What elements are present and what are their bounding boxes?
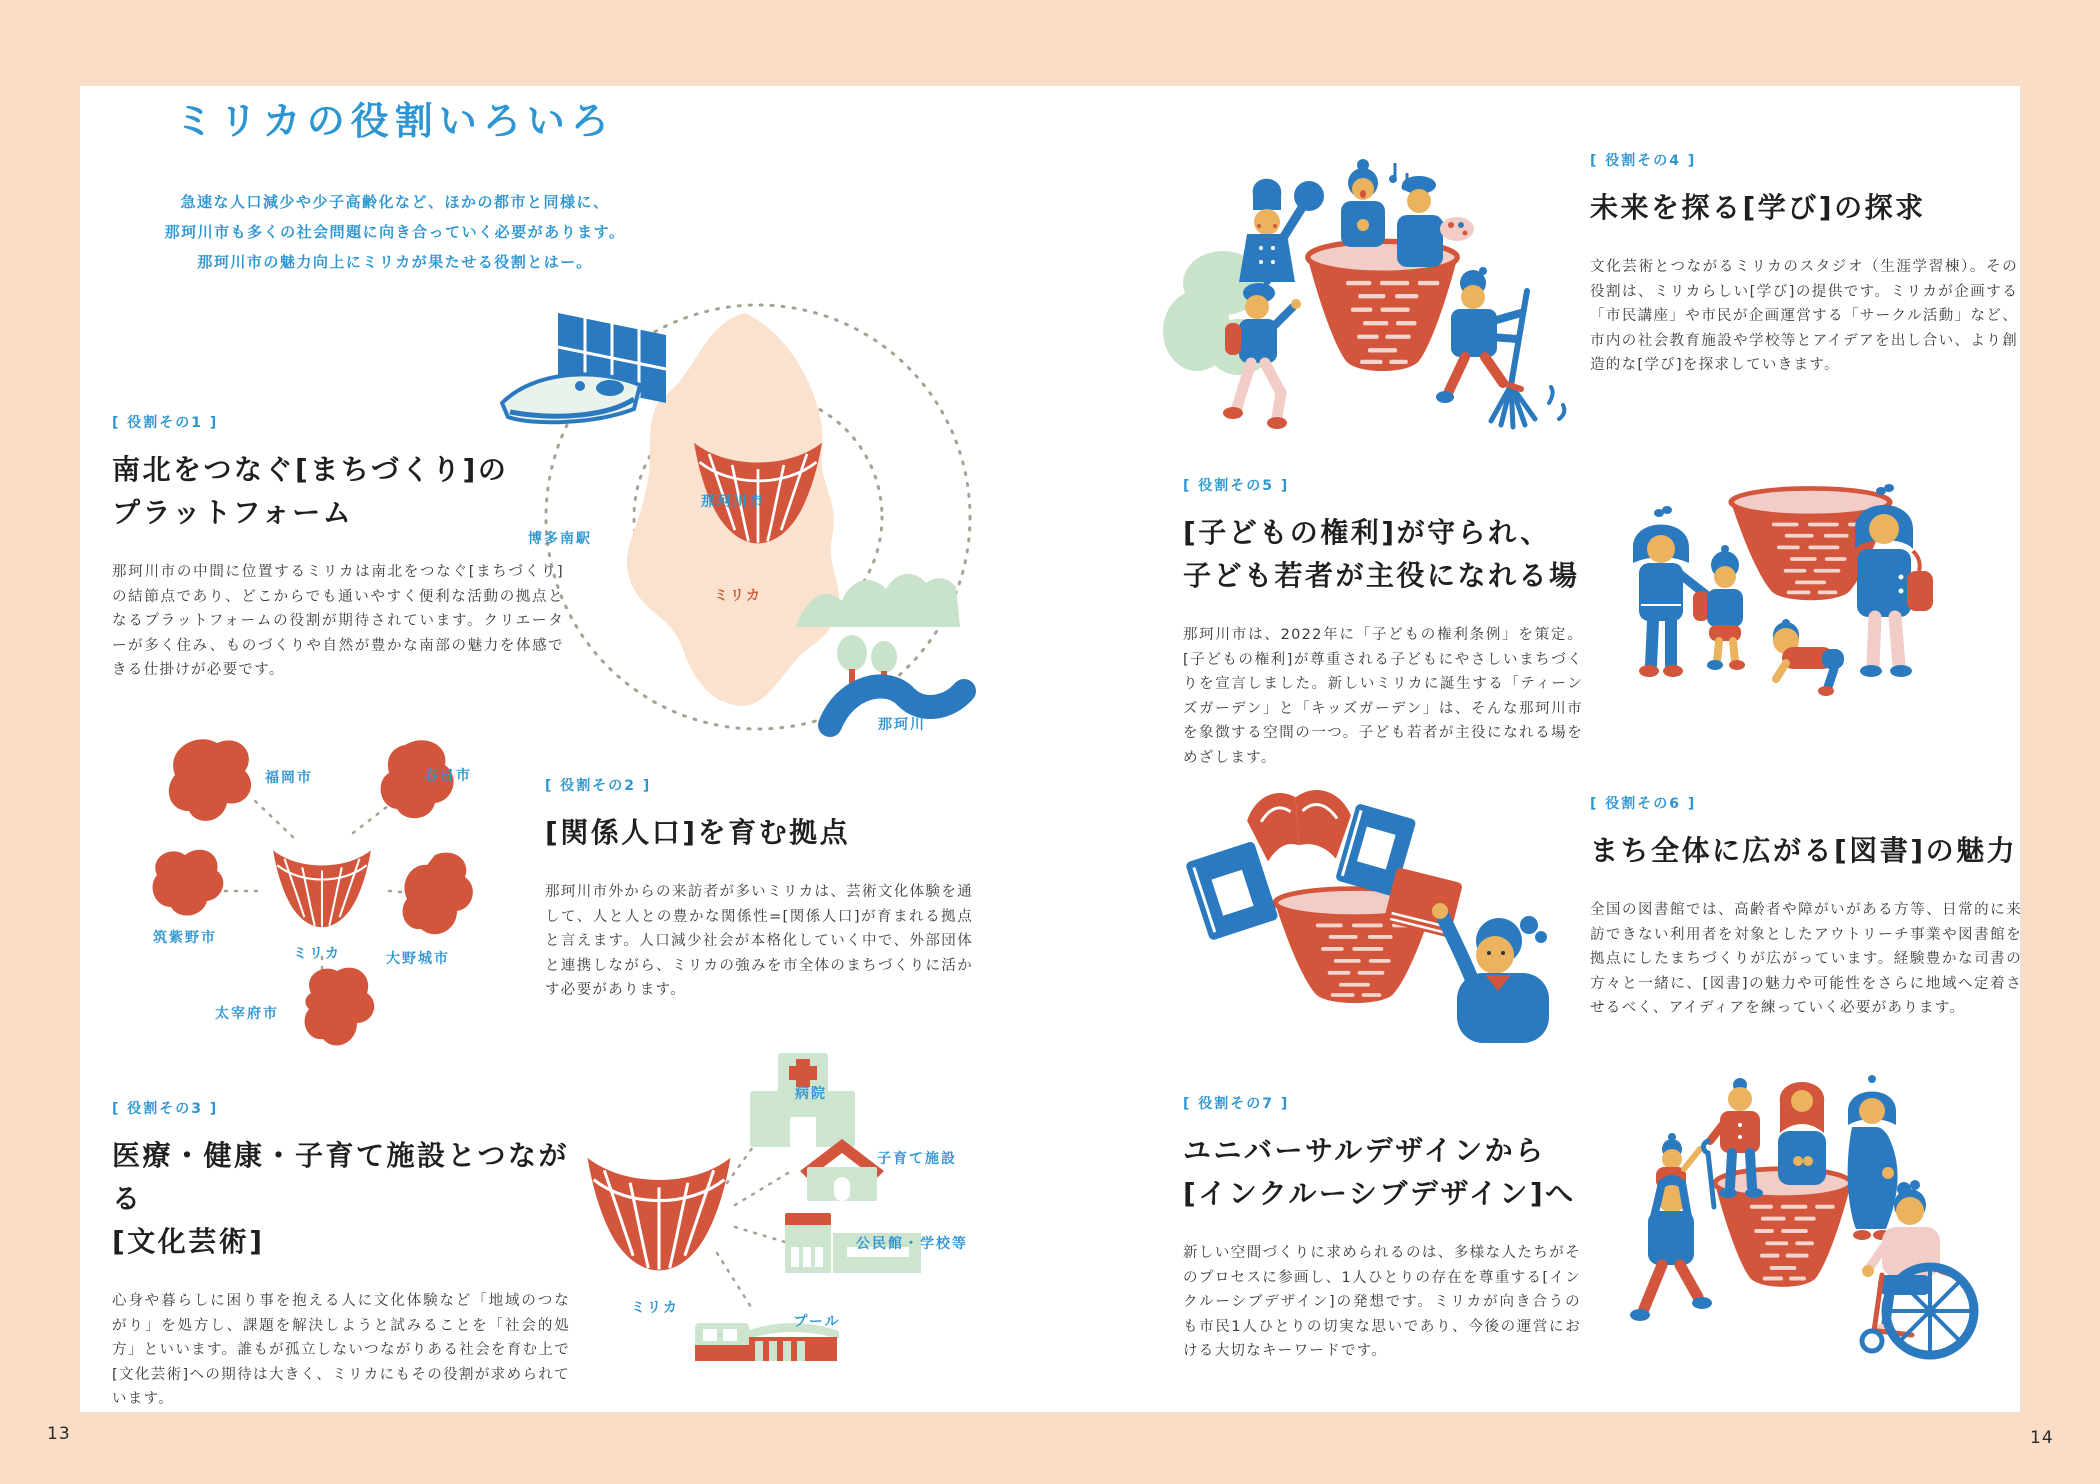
tree-icon — [871, 641, 897, 673]
section-body: 那珂川市外からの来訪者が多いミリカは、芸術文化体験を通して、人と人との豊かな関係性=[関係人口]が育まれる拠点と言えます。人口減少社会が本格化していく中で、外部団体と連携しながら、ミリカの強みを市全体のまちづくりに活かす必要があります。 — [545, 884, 973, 998]
section-tag: [ 役割その7 ] — [1183, 1096, 1290, 1112]
page-number-left: 13 — [47, 1424, 71, 1444]
activities-illustration — [1125, 85, 1570, 440]
page-title: ミリカの役割いろいろ — [175, 99, 615, 143]
family-drawing — [1595, 465, 2020, 795]
section-role5 — [1183, 475, 1583, 770]
section-role3 — [112, 1098, 570, 1412]
blue-book-icon — [1185, 841, 1279, 941]
label-nakagawa-city: 那珂川市 — [701, 494, 765, 510]
basket-icon — [1715, 1169, 1851, 1287]
label-mirika: ミリカ — [714, 588, 762, 604]
section-role7 — [1183, 1093, 1581, 1364]
label-hospital: 病院 — [795, 1086, 827, 1102]
activities-drawing — [1125, 85, 1570, 440]
section-title: 未来を探る[学び]の探求 — [1590, 191, 1926, 224]
station-icon — [502, 313, 666, 422]
mirika-building-icon — [273, 850, 371, 927]
section-title: [関係人口]を育む拠点 — [545, 816, 851, 849]
section-tag: [ 役割その2 ] — [545, 778, 652, 794]
spread-header — [90, 95, 700, 293]
open-book-icon — [1245, 788, 1354, 865]
city-map-illustration — [500, 285, 1010, 750]
section-body: 新しい空間づくりに求められるのは、多様な人たちがそのプロセスに参画し、1人ひとりの存在を尊重する[インクルーシブデザイン]の発想です。ミリカが向き合うのも市民1人ひとりの切実な思いであり、今後の運営における大切なキーワードです。 — [1183, 1245, 1581, 1359]
parent-child-figure — [1630, 1133, 1712, 1321]
facilities-illustration — [555, 1035, 1020, 1420]
label-chikushino: 筑紫野市 — [153, 930, 217, 946]
inclusive-illustration — [1590, 1055, 2030, 1440]
label-dazaifu: 太宰府市 — [215, 1006, 279, 1022]
section-body: 心身や暮らしに困り事を抱える人に文化体験など「地域のつながり」を処方し、課題を解決しようと試みることを「社会的処方」といいます。誰もが孤立しないつながりある社会を育む上で[文化芸術]への期待は大きく、ミリカにもその役割が求められています。 — [112, 1293, 570, 1407]
facilities-drawing — [555, 1035, 1020, 1420]
section-title: 南北をつなぐ[まちづくり]の プラットフォーム — [112, 453, 509, 529]
pregnant-figure — [1848, 1075, 1898, 1240]
section-body: 文化芸術とつながるミリカのスタジオ（生涯学習棟）。その役割は、ミリカらしい[学び]の提供です。ミリカが企画する「市民講座」や市民が企画運営する「サークル活動」など、市内の社会教育施設や学校等とアイデアを出し合い、より創造的な[学び]を探求していきます。 — [1590, 259, 2018, 373]
label-nakagawa-river: 那珂川 — [878, 717, 926, 733]
intro-line: 那珂川市の魅力向上にミリカが果たせる役割とはー。 — [197, 253, 593, 271]
label-pool: プール — [793, 1314, 841, 1330]
neighbor-cities-drawing — [105, 715, 540, 1115]
section-tag: [ 役割その3 ] — [112, 1101, 219, 1117]
section-title: 医療・健康・子育て施設とつながる [文化芸術] — [112, 1139, 569, 1258]
section-body: 那珂川市は、2022年に「子どもの権利条例」を策定。[子どもの権利]が尊重される子どもにやさしいまちづくりを宣言しました。新しいミリカに誕生する「ティーンズガーデン」と「キッズガーデン」は、そんな那珂川市を象徴する空間の一つ。子ども若者が主役になれる場をめざします。 — [1183, 627, 1583, 766]
label-community: 公民館・学校等 — [856, 1236, 968, 1252]
section-title: まち全体に広がる[図書]の魅力 — [1590, 834, 2018, 867]
dazaifu-shape — [305, 968, 375, 1046]
books-illustration — [1145, 775, 1575, 1120]
city-map-drawing — [500, 285, 1010, 750]
mirika-building-icon — [588, 1158, 731, 1271]
tree-icon — [837, 635, 867, 671]
section-title: ユニバーサルデザインから [インクルーシブデザイン]へ — [1183, 1134, 1576, 1210]
section-role1 — [112, 412, 564, 683]
chikushino-shape — [153, 850, 224, 916]
toddler-figure — [1773, 619, 1844, 696]
onojo-shape — [403, 853, 473, 935]
section-role4 — [1590, 150, 2018, 378]
label-childcare: 子育て施設 — [877, 1151, 957, 1167]
section-role2 — [545, 775, 973, 1003]
sweeping-figure — [1436, 267, 1564, 427]
label-onojo: 大野城市 — [386, 951, 450, 967]
page-number-right: 14 — [2030, 1428, 2054, 1448]
hooded-figure — [1778, 1082, 1826, 1185]
section-tag: [ 役割その5 ] — [1183, 478, 1290, 494]
label-kasuga: 春日市 — [424, 768, 472, 784]
section-role6 — [1590, 793, 2022, 1021]
section-body: 全国の図書館では、高齢者や障がいがある方等、日常的に来訪できない利用者を対象としたアウトリーチ事業や図書館を拠点にしたまちづくりが広がっています。経験豊かな司書の方々と一緒に、[図書]の魅力や可能性をさらに地域へ定着させるべく、アイディアを練っていく必要があります。 — [1590, 902, 2022, 1016]
section-tag: [ 役割その1 ] — [112, 415, 219, 431]
childcare-icon — [800, 1139, 884, 1201]
section-tag: [ 役割その4 ] — [1590, 153, 1697, 169]
label-mirika-facilities: ミリカ — [631, 1300, 679, 1316]
intro-line: 那珂川市も多くの社会問題に向き合っていく必要があります。 — [164, 223, 626, 241]
books-drawing — [1145, 775, 1575, 1120]
elderly-figure — [1704, 1078, 1764, 1207]
painter-figure — [1397, 176, 1474, 267]
intro-line: 急速な人口減少や少子高齢化など、ほかの都市と同様に、 — [180, 193, 610, 211]
label-fukuoka: 福岡市 — [265, 770, 313, 786]
reader-figure — [1432, 903, 1549, 1043]
neighbor-cities-illustration — [105, 715, 540, 1115]
label-mirika-center: ミリカ — [293, 946, 341, 962]
family-illustration — [1595, 465, 2020, 795]
label-hakata-minami-station: 博多南駅 — [528, 531, 592, 547]
section-tag: [ 役割その6 ] — [1590, 796, 1697, 812]
section-title: [子どもの権利]が守られ、 子ども若者が主役になれる場 — [1183, 516, 1580, 592]
section-body: 那珂川市の中間に位置するミリカは南北をつなぐ[まちづくり]の結節点であり、どこからでも通いやすく便利な活動の拠点となるプラットフォームの役割が期待されています。クリエーターが多く住み、ものづくりや自然が豊かな南部の魅力を体感できる仕掛けが必要です。 — [112, 564, 564, 678]
inclusive-drawing — [1590, 1055, 2030, 1440]
fukuoka-shape — [169, 739, 251, 821]
adult-figure — [1855, 484, 1933, 677]
intro-text — [90, 187, 700, 277]
child-figure — [1693, 545, 1745, 670]
